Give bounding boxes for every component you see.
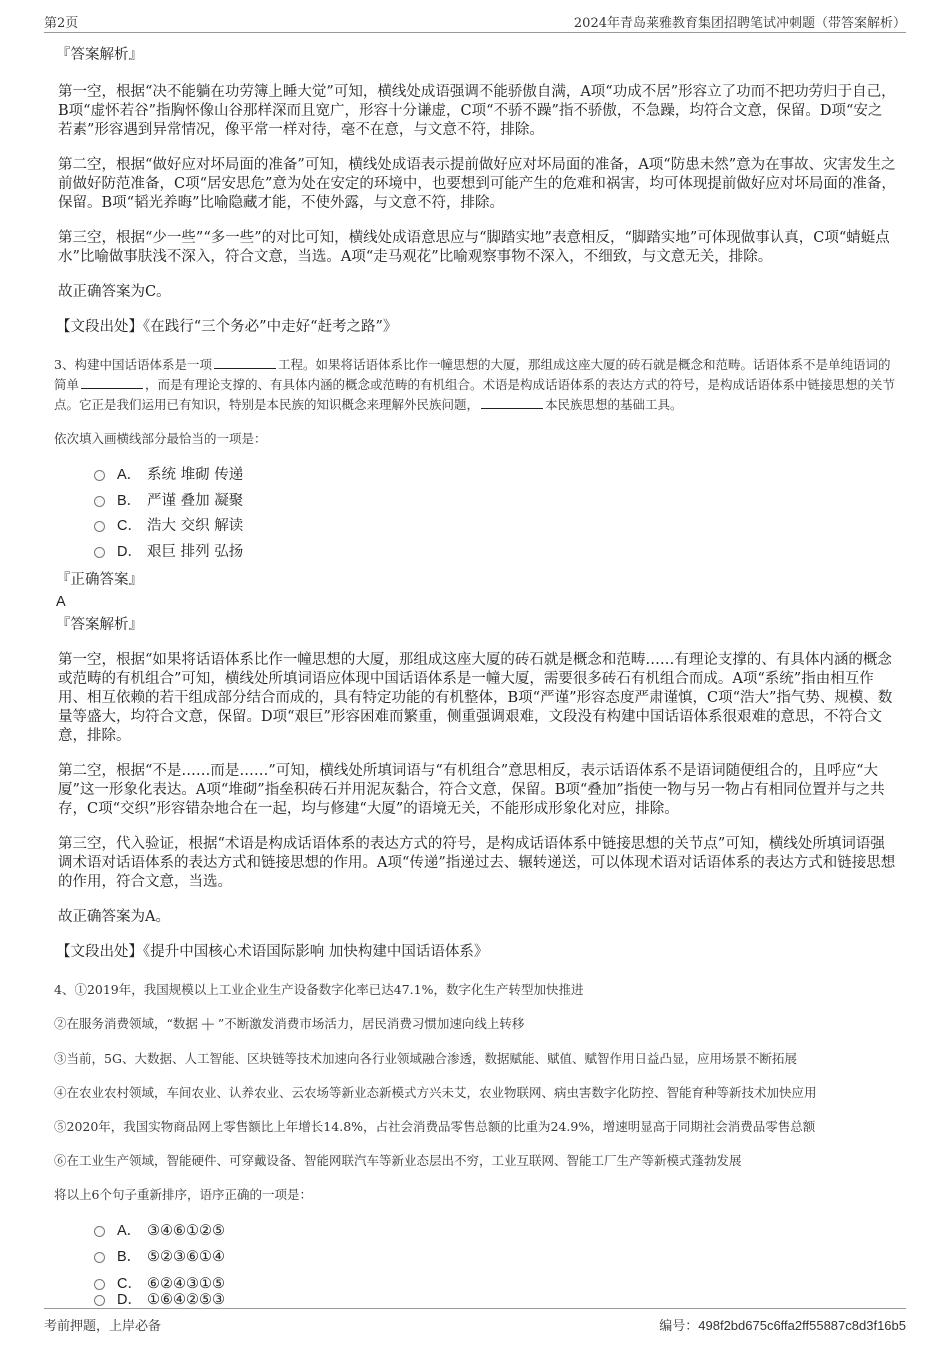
q3-stem-text: 本民族思想的基础工具。 [545, 397, 683, 412]
option-text: 严谨 叠加 凝聚 [147, 492, 244, 509]
q4-sentence: ④在农业农村领域，车间农业、认养农业、云农场等新业态新模式方兴未艾，农业物联网、病虫害数字化防控、智能育种等新技术加快应用 [54, 1085, 817, 1100]
option-text: ③④⑥①②⑤ [147, 1223, 225, 1239]
option-text: 浩大 交织 解读 [147, 518, 244, 534]
q3-analysis-label: 『答案解析』 [56, 617, 143, 633]
option-letter: B． [117, 1248, 142, 1265]
q3-correct-answer: A [56, 594, 66, 610]
page-number: 第2页 [44, 16, 79, 31]
radio-icon[interactable] [94, 1295, 105, 1306]
q2-analysis-paragraph: 第一空，根据“决不能躺在功劳簿上睡大觉”可知，横线处成语强调不能骄傲自满，A项“功成不居”形容立了功而不把功劳归于自己，B项“虚怀若谷”指胸怀像山谷那样深而且宽广，形容十分谦虚，C项“不骄不躁”指不骄傲，不急躁，均符合文意，保留。D项“安之若素”形容遇到异常情况，像平常一样对待，毫不在意，与文意不符，排除。 [58, 84, 896, 138]
q3-prompt: 依次填入画横线部分最恰当的一项是： [54, 431, 267, 446]
q3-option-a[interactable] [94, 463, 896, 489]
option-letter: D． [117, 1292, 142, 1308]
radio-icon[interactable] [94, 470, 105, 481]
q3-blank-2 [81, 376, 143, 389]
q2-answer-line: 故正确答案为C。 [58, 284, 171, 300]
q3-stem [54, 355, 896, 415]
footer-slogan: 考前押题，上岸必备 [44, 1319, 162, 1334]
radio-icon[interactable] [94, 1226, 105, 1237]
q2-analysis-label: 『答案解析』 [56, 47, 143, 63]
q3-option-b[interactable] [94, 489, 896, 515]
q4-option-a[interactable] [94, 1219, 896, 1245]
q4-option-b[interactable] [94, 1245, 896, 1271]
q4-sentence-text: ②在服务消费领域，“数据 [54, 1016, 198, 1031]
q3-analysis-paragraph: 第三空，代入验证，根据“术语是构成话语体系的表达方式的符号，是构成话语体系中链接思想的关节点”可知，横线处所填词语强调术语对话语体系的表达方式和链接思想的作用。A项“传递”指递过去、辗转递送，可以体现术语对话语体系的表达方式和链接思想的作用，符合文意，当选。 [58, 836, 896, 890]
option-text: ①⑥④②⑤③ [147, 1292, 225, 1308]
page-header [44, 10, 906, 33]
radio-icon[interactable] [94, 521, 105, 532]
option-letter: A． [117, 467, 142, 483]
plus-icon: ＋ [199, 1015, 216, 1034]
option-letter: C． [117, 518, 142, 534]
document-body [54, 40, 896, 1308]
q3-analysis-paragraph: 第一空，根据“如果将话语体系比作一幢思想的大厦，那组成这座大厦的砖石就是概念和范畴……有理论支撑的、有具体内涵的概念或范畴的有机组合”可知，横线处所填词语应体现中国话语体系是一幢大厦，需要很多砖石有机组合而成。A项“系统”指由相互作用、相互依赖的若干组成部分结合而成的，具有特定功能的有机整体，B项“严谨”形容态度严肃谨慎，C项“浩大”指气势、规模、数量等盛大，均符合文意，保留。D项“艰巨”形容困难而繁重，侧重强调艰难，文段没有构建中国话语体系很艰难的意思，不符合文意，排除。 [58, 652, 893, 744]
q3-analysis-paragraph: 第二空，根据“不是……而是……”可知，横线处所填词语与“有机组合”意思相反，表示话语体系不是语词随便组合的，且呼应“大厦”这一形象化表达。A项“堆砌”指垒积砖石并用泥灰黏合，符合文意，保留。B项“叠加”指使一物与另一物占有相同位置并与之共存，C项“交织”形容错杂地合在一起，均与修建“大厦”的语境无关，不能形成形象化对应，排除。 [58, 763, 885, 817]
q2-analysis-paragraph: 第三空，根据“少一些”“多一些”的对比可知，横线处成语意思应与“脚踏实地”表意相反，“脚踏实地”可体现做事认真，C项“蜻蜓点水”比喻做事肤浅不深入，符合文意，当选。A项“走马观花”比喻观察事物不深入，不细致，与文意无关，排除。 [58, 230, 890, 265]
option-letter: B． [117, 492, 142, 509]
q3-blank-3 [481, 396, 543, 409]
option-letter: D． [117, 543, 142, 560]
page-footer [44, 1308, 906, 1339]
option-text: ⑤②③⑥①④ [147, 1248, 225, 1265]
q2-analysis-paragraph: 第二空，根据“做好应对坏局面的准备”可知，横线处成语表示提前做好应对坏局面的准备，A项“防患未然”意为在事故、灾害发生之前做好防范准备，C项“居安思危”意为处在安定的环境中，也要想到可能产生的危难和祸害，均可体现提前做好应对坏局面的准备，保留。B项“韬光养晦”比喻隐藏才能，不使外露，与文意不符，排除。 [58, 157, 896, 211]
option-text: 艰巨 排列 弘扬 [147, 543, 244, 560]
q3-option-d[interactable] [94, 540, 896, 566]
document-title: 2024年青岛莱雅教育集团招聘笔试冲刺题（带答案解析） [573, 16, 906, 31]
q4-prompt: 将以上6个句子重新排序，语序正确的一项是： [54, 1187, 312, 1202]
q2-source: 【文段出处】《在践行“三个务必”中走好“赶考之路”》 [56, 319, 398, 335]
radio-icon[interactable] [94, 496, 105, 507]
document-id: 编号：498f2bd675c6ffa2ff55887c8d3f16b5 [659, 1318, 906, 1333]
q4-sentence [54, 1014, 896, 1035]
q3-blank-1 [214, 356, 276, 369]
q3-stem-text: 工程。如果将话语体系比作一幢思想的大厦，那组成这座大厦的砖石就是概念和范畴。话语体系不是单纯语词的简单 [54, 357, 891, 392]
option-text: 系统 堆砌 传递 [147, 467, 244, 483]
radio-icon[interactable] [94, 547, 105, 558]
q4-option-c[interactable] [94, 1276, 896, 1292]
q3-options [94, 463, 896, 565]
option-letter: A． [117, 1223, 142, 1239]
q4-options [94, 1219, 896, 1308]
q4-sentence: ⑤2020年，我国实物商品网上零售额比上年增长14.8%，占社会消费品零售总额的比重为24.9%，增速明显高于同期社会消费品零售总额 [54, 1119, 816, 1134]
option-letter: C． [117, 1276, 142, 1292]
q4-sentence: ③当前，5G、大数据、人工智能、区块链等技术加速向各行业领域融合渗透，数据赋能、赋值、赋智作用日益凸显，应用场景不断拓展 [54, 1051, 797, 1066]
q3-stem-text: ，而是有理论支撑的、有具体内涵的概念或范畴的有机组合。术语是构成话语体系的表达方式的符号，是构成话语体系中链接思想的关节点。它正是我们运用已有知识，特别是本民族的知识概念来理解外民族问题， [54, 377, 896, 412]
q4-sentence-text: ”不断激发消费市场活力，居民消费习惯加速向线上转移 [217, 1016, 525, 1031]
option-text: ⑥②④③①⑤ [147, 1276, 225, 1292]
q3-correct-label: 『正确答案』 [56, 572, 143, 588]
q4-sentence: ⑥在工业生产领域，智能硬件、可穿戴设备、智能网联汽车等新业态层出不穷，工业互联网、智能工厂生产等新模式蓬勃发展 [54, 1153, 742, 1168]
radio-icon[interactable] [94, 1279, 105, 1290]
radio-icon[interactable] [94, 1252, 105, 1263]
q3-answer-line: 故正确答案为A。 [58, 909, 170, 925]
q3-stem-text: 3、构建中国话语体系是一项 [54, 357, 212, 372]
q4-sentence: 4、①2019年，我国规模以上工业企业生产设备数字化率已达47.1%，数字化生产转型加快推进 [54, 982, 584, 997]
q3-option-c[interactable] [94, 514, 896, 540]
q3-source: 【文段出处】《提升中国核心术语国际影响 加快构建中国话语体系》 [56, 944, 489, 960]
q4-option-d[interactable] [94, 1292, 896, 1308]
